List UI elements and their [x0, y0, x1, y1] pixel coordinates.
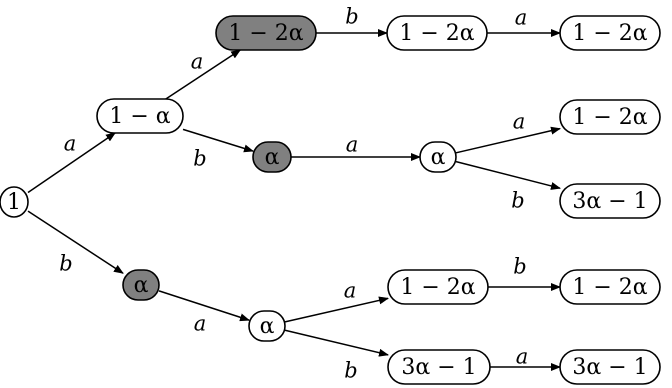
node-label: 1 − 2α [572, 275, 648, 300]
node-label: α [133, 273, 149, 298]
node-label: 1 − 2α [399, 21, 475, 46]
node-label: α [259, 314, 275, 339]
edge-label: b [513, 254, 527, 279]
edge-arrow [456, 162, 560, 189]
edge-label: a [190, 49, 204, 74]
edge-n1-n4 [183, 129, 253, 170]
node-label: 3α − 1 [572, 355, 648, 380]
node-label: 1 [7, 190, 21, 215]
edge-label: a [514, 5, 528, 30]
edge-root-n2 [28, 211, 123, 275]
edge-n7-n9 [456, 162, 560, 213]
edge-label: b [193, 146, 207, 171]
edge-label: a [63, 131, 77, 156]
edge-n8-n12 [488, 255, 560, 288]
edge-label: b [345, 4, 359, 29]
node-n10 [560, 16, 660, 50]
edge-n13-n14 [490, 345, 560, 369]
edge-arrow [285, 330, 388, 355]
edge-n4-n7 [291, 133, 420, 158]
edge-label: a [515, 344, 529, 369]
edge-label: b [59, 251, 73, 276]
edge-label: b [344, 358, 358, 383]
edge-label: a [512, 109, 526, 134]
node-n14 [560, 350, 660, 384]
edge-n5-n8 [285, 279, 388, 322]
edge-n3-n6 [316, 5, 387, 34]
edges-layer [28, 5, 560, 383]
edge-arrow [285, 298, 388, 321]
node-n12 [560, 270, 660, 304]
node-n5 [249, 311, 285, 341]
edge-label: a [345, 132, 359, 157]
edge-label: b [511, 188, 525, 213]
node-n4 [253, 142, 291, 172]
node-n8 [388, 270, 488, 304]
node-label: 1 − 2α [228, 21, 304, 46]
node-n9 [560, 184, 660, 218]
node-label: 1 − 2α [400, 275, 476, 300]
node-n11 [560, 100, 660, 134]
edge-arrow [456, 129, 560, 153]
edge-root-n1 [28, 132, 115, 193]
node-label: α [430, 145, 446, 170]
node-n2 [123, 270, 159, 300]
node-n3 [216, 16, 316, 50]
node-label: 1 − 2α [572, 21, 648, 46]
nodes-layer [0, 16, 660, 384]
node-label: 3α − 1 [401, 355, 477, 380]
edge-n2-n5 [159, 291, 249, 336]
node-n6 [387, 16, 487, 50]
edge-n7-n11 [456, 110, 560, 153]
node-n13 [388, 350, 490, 384]
node-n1 [97, 99, 183, 133]
edge-label: a [193, 311, 207, 336]
edge-n6-n10 [487, 6, 560, 34]
edge-label: a [343, 278, 357, 303]
node-label: 3α − 1 [572, 189, 648, 214]
node-label: 1 − 2α [572, 105, 648, 130]
node-label: 1 − α [109, 104, 171, 129]
node-label: α [264, 145, 280, 170]
node-root [0, 187, 28, 217]
edge-arrow [28, 211, 123, 273]
edge-n5-n13 [285, 330, 388, 382]
edge-n1-n3 [166, 50, 240, 100]
node-n7 [420, 142, 456, 172]
